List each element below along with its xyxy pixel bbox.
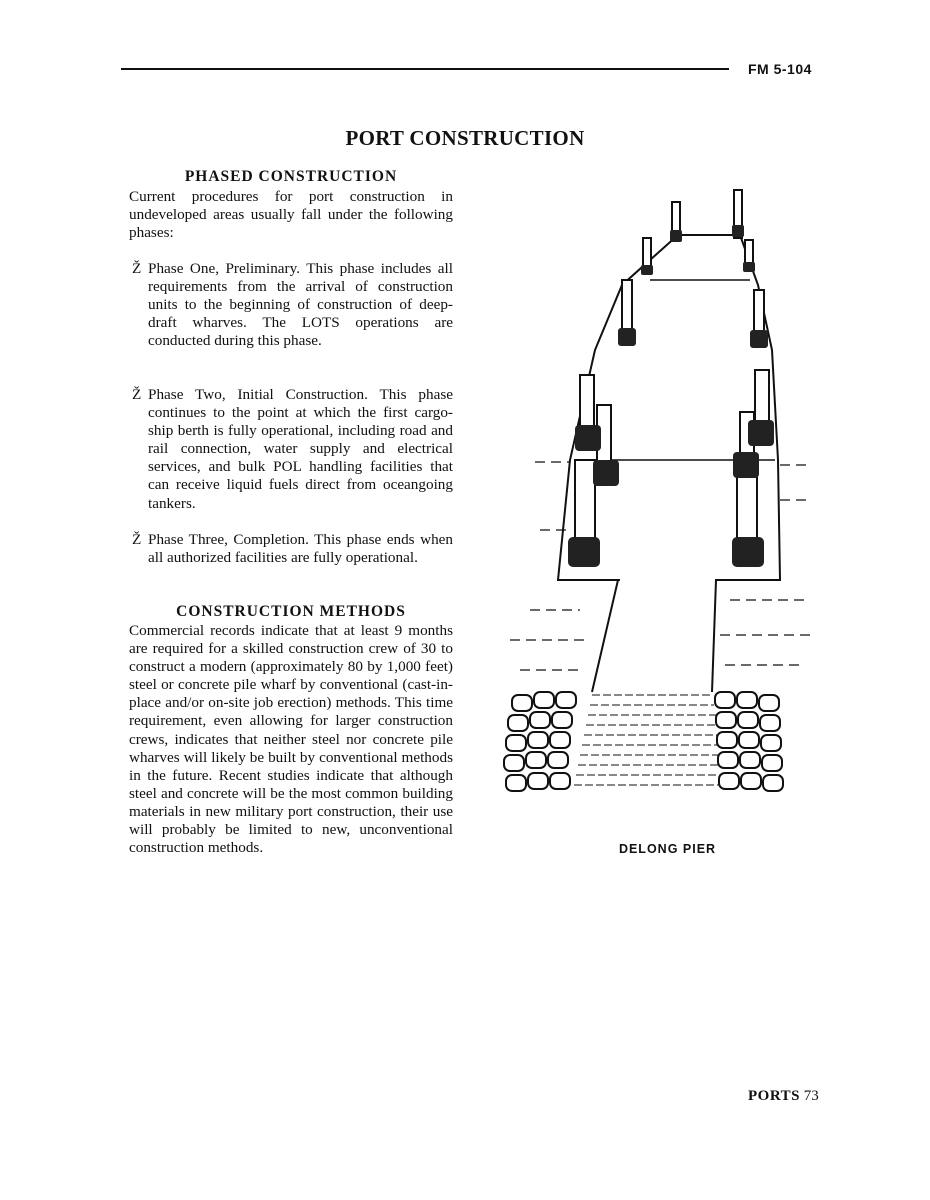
- header-rule: [121, 68, 729, 70]
- methods-body: Commercial records indicate that at least 9 months are required for a skilled construction crew of 30 to construct a modern (approximately 80 by 1,000 feet) steel or concrete pile wharf by conventional (cast-in-place and/or on-site job erection) methods. This time requirement, even allowing for larger construction crews, indicates that neither steel nor concrete pile wharves will likely be built by conventional methods in the future. Recent studies indicate that although steel and concrete will be the most common building materials in new military port construction, their use will probably be limited to new, unconventional construction methods.: [129, 622, 453, 857]
- phase-one-text: Phase One, Preliminary. This phase includes all requirements from the arrival of construction units to the beginning of construction of deep-draft wharves. The LOTS operations are conducted during this phase.: [148, 260, 453, 350]
- manual-code: FM 5-104: [748, 61, 812, 77]
- phased-heading: PHASED CONSTRUCTION: [184, 168, 398, 185]
- section-name: PORTS: [748, 1088, 800, 1104]
- phase-item: [129, 386, 453, 513]
- bullet-mark: Ž: [132, 386, 142, 403]
- figure-caption: DELONG PIER: [618, 842, 717, 856]
- methods-block: [129, 622, 453, 857]
- page-number: 73: [803, 1088, 819, 1104]
- phase-item: [129, 260, 453, 350]
- phased-intro: Current procedures for port construction in undeveloped areas usually fall under the following phases:: [129, 188, 453, 242]
- methods-heading: CONSTRUCTION METHODS: [176, 603, 406, 620]
- phase-three-text: Phase Three, Completion. This phase ends when all authorized facilities are fully operational.: [148, 531, 453, 567]
- phased-intro-block: [129, 188, 453, 242]
- bullet-mark: Ž: [132, 260, 142, 277]
- delong-pier-illustration: [500, 180, 815, 820]
- page-title: PORT CONSTRUCTION: [345, 126, 585, 150]
- phase-item: [129, 531, 453, 567]
- bullet-mark: Ž: [132, 531, 142, 548]
- page-footer: [748, 1088, 819, 1105]
- phase-two-text: Phase Two, Initial Construction. This phase continues to the point at which the first cargo-ship berth is fully operational, including road and rail connection, water supply and electrical services, and bulk POL handling facilities that can receive liquid fuels direct from oceangoing tankers.: [148, 386, 453, 512]
